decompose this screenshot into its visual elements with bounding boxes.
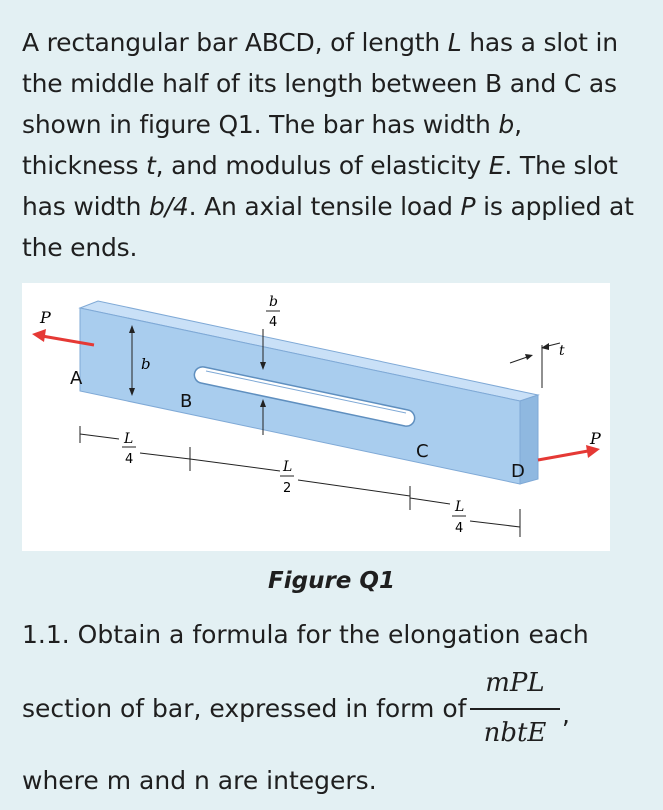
label-C: C xyxy=(416,441,429,462)
frac-L4-left-num: L xyxy=(124,431,134,447)
question-line-1: 1.1. Obtain a formula for the elongation each xyxy=(22,620,589,649)
load-arrowhead-left xyxy=(32,329,46,342)
formula-fraction xyxy=(470,666,560,750)
label-t: t xyxy=(559,343,565,359)
text-run: , and modulus of elasticity xyxy=(155,151,489,180)
figure-q1-diagram xyxy=(22,283,610,551)
var-L: L xyxy=(447,28,462,57)
label-D: D xyxy=(511,461,525,482)
formula-numerator: mPL xyxy=(485,668,545,698)
fraction-bar xyxy=(470,708,560,710)
var-b: b xyxy=(498,110,515,139)
formula-denominator: nbtE xyxy=(483,718,547,748)
label-P-right: P xyxy=(590,429,601,448)
label-B: B xyxy=(180,391,193,412)
text-run: has a slot in the middle half of its length between B and C as shown in figure Q1. The bar has width xyxy=(22,28,618,139)
question-line-3: where m and n are integers. xyxy=(22,766,377,795)
frac-b4-den: 4 xyxy=(269,315,278,330)
text-run: A rectangular bar ABCD, of length xyxy=(22,28,448,57)
frac-L2-num: L xyxy=(283,459,293,475)
frac-L4-right-num: L xyxy=(455,499,465,515)
var-t: t xyxy=(146,151,156,180)
frac-b4-num: b xyxy=(269,294,278,310)
text-run: . The slot has width xyxy=(22,151,618,221)
figure-caption: Figure Q1 xyxy=(268,568,395,594)
frac-L4-right-den: 4 xyxy=(455,521,464,536)
slotted-bar-diagram xyxy=(22,283,610,551)
frac-L4-left-den: 4 xyxy=(125,452,134,467)
text-run: is applied at the ends. xyxy=(22,192,634,262)
label-A: A xyxy=(70,368,83,389)
var-P: P xyxy=(460,192,476,221)
formula-comma: , xyxy=(562,700,570,729)
var-b4: b/4 xyxy=(149,192,189,221)
label-P-left: P xyxy=(40,308,51,327)
frac-L2-den: 2 xyxy=(283,481,292,496)
problem-statement xyxy=(22,22,642,268)
question-line-2: section of bar, expressed in form of xyxy=(22,694,467,723)
text-run: . An axial tensile load xyxy=(188,192,461,221)
load-arrow-right xyxy=(538,451,588,460)
text-run: , thickness xyxy=(22,110,522,180)
var-E: E xyxy=(488,151,505,180)
label-b: b xyxy=(141,355,151,373)
